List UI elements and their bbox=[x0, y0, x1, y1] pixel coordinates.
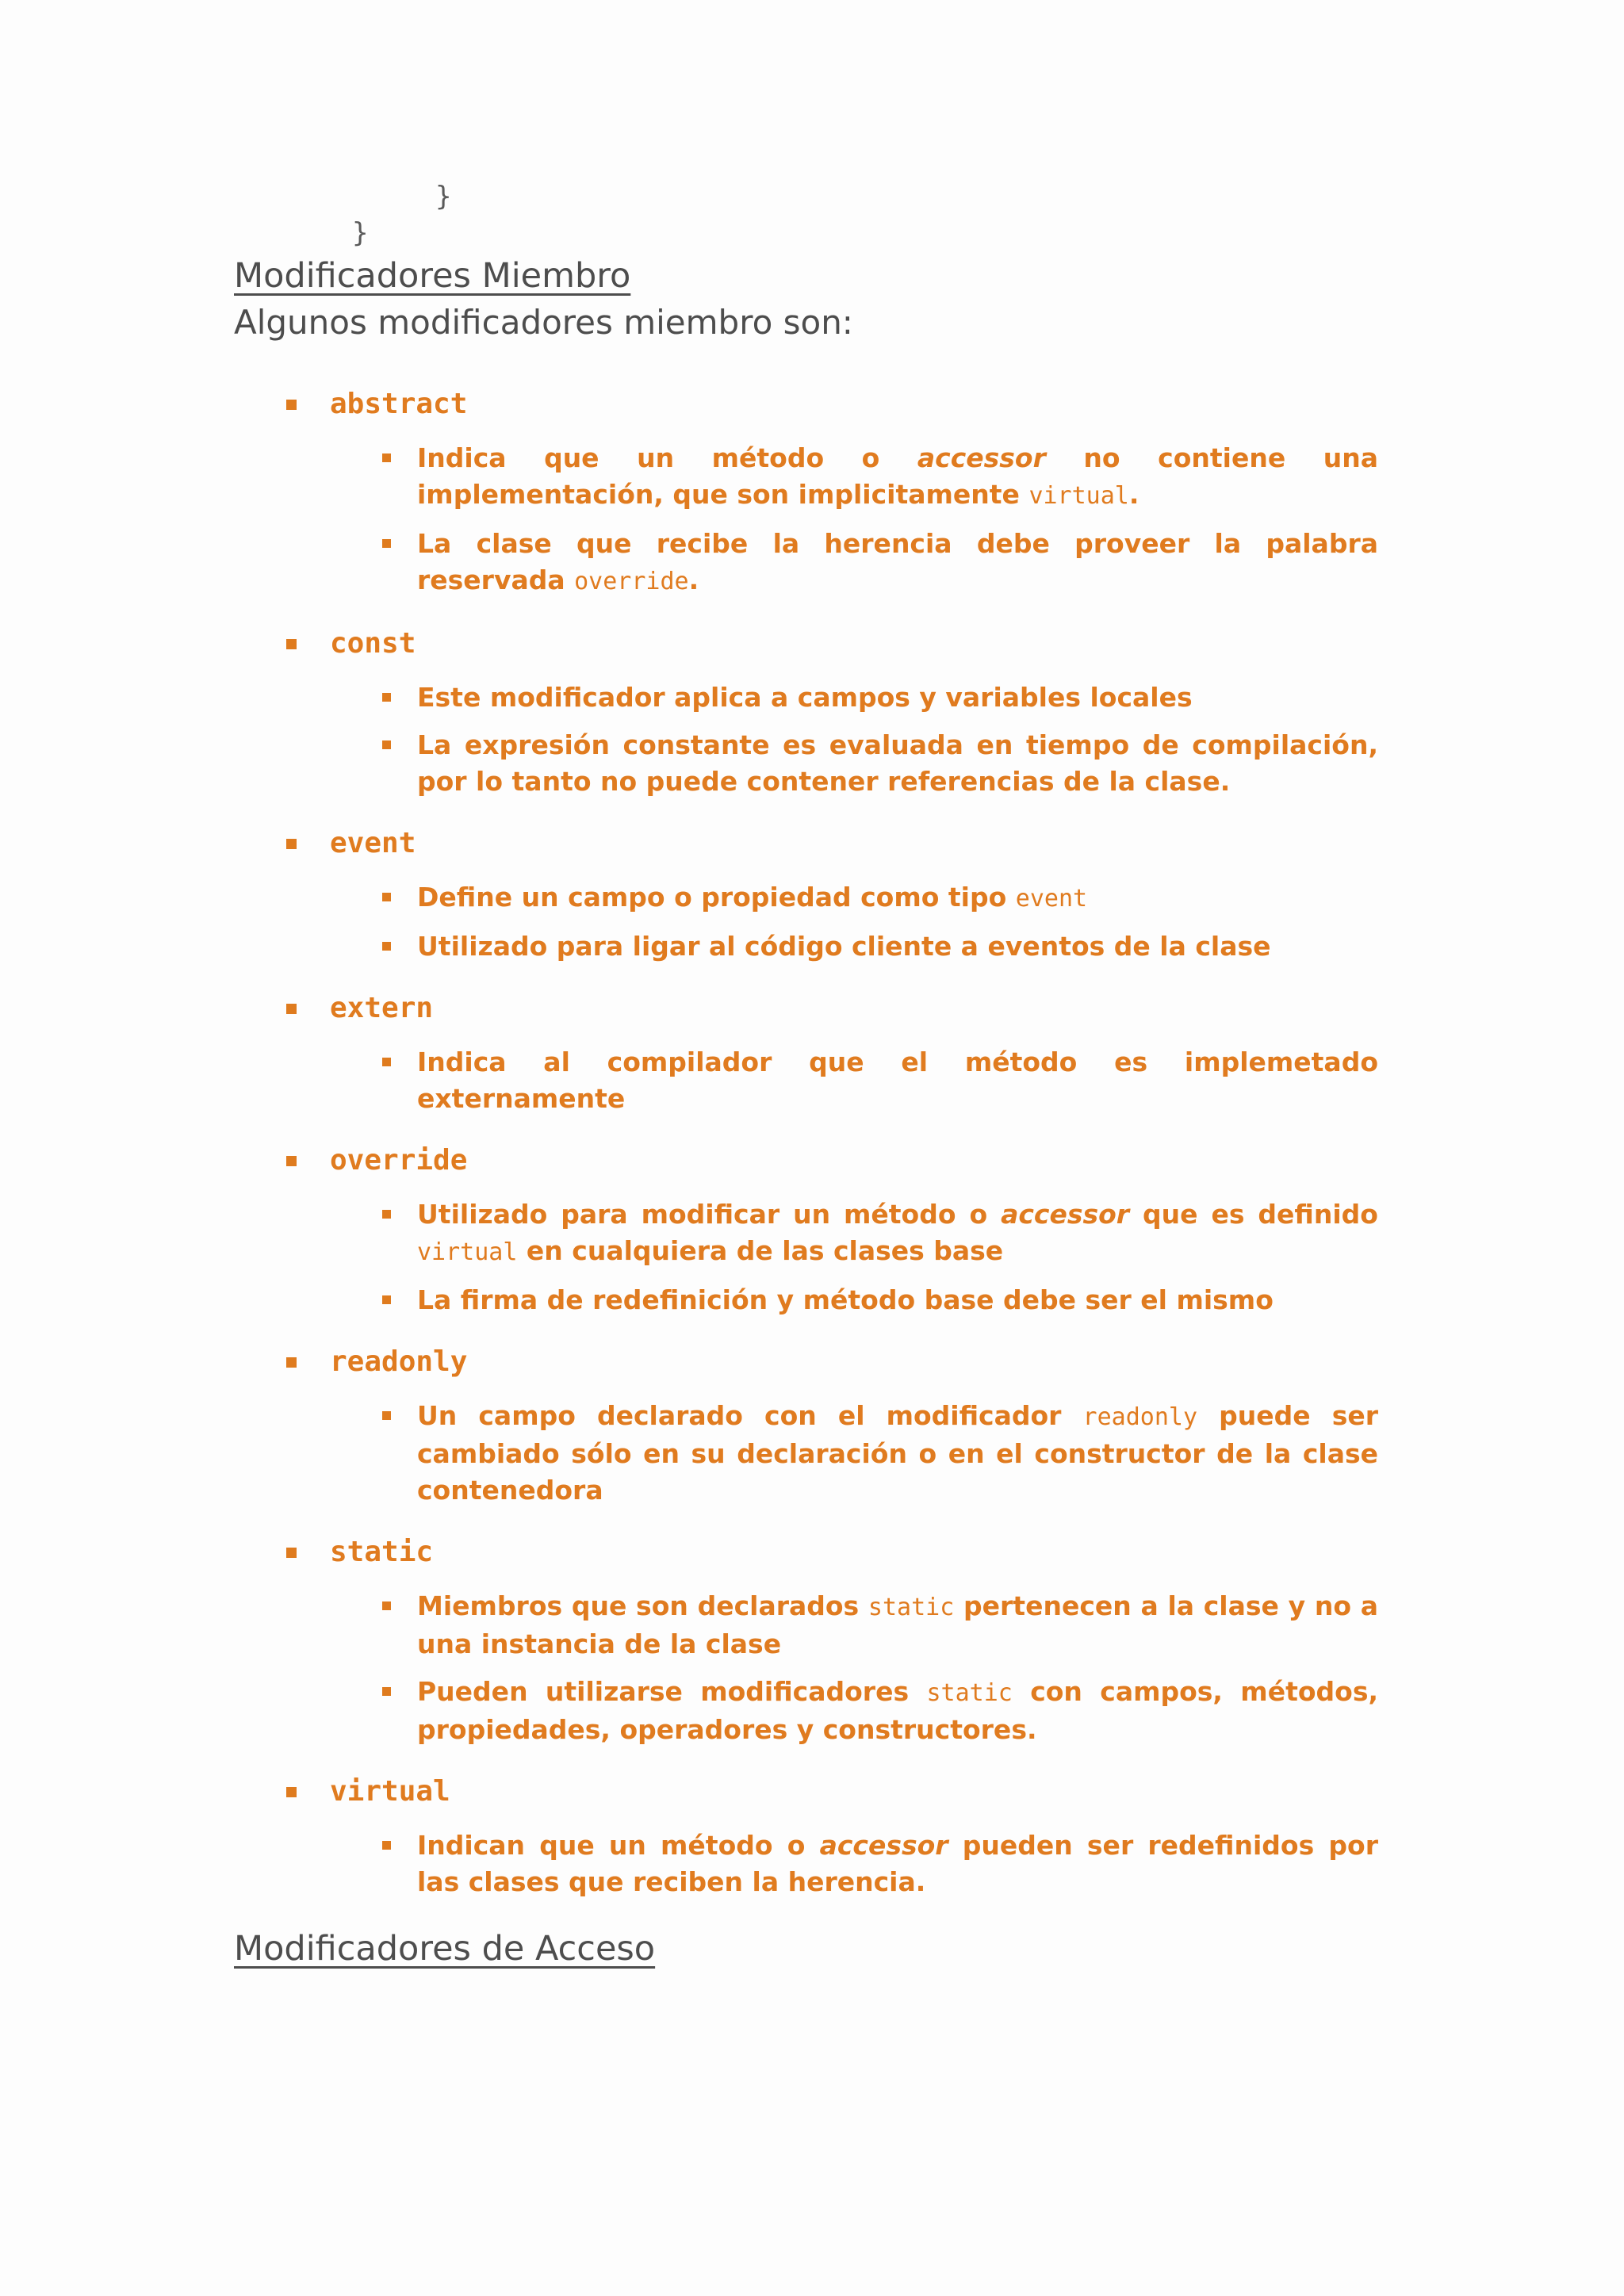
bullet-square-icon bbox=[286, 839, 297, 849]
bullet-square-icon bbox=[286, 1004, 297, 1014]
sub-bullet-item bbox=[382, 928, 1380, 965]
sub-bullet-item bbox=[382, 440, 1380, 515]
bullet-text bbox=[417, 928, 1378, 965]
text-run: La expresión constante es evaluada en tiempo de compilación, por lo tanto no puede contener referencias de la clase. bbox=[417, 729, 1378, 797]
text-run: accessor bbox=[819, 1830, 948, 1861]
modifier-section-abstract bbox=[234, 388, 1380, 600]
text-run: . bbox=[1128, 479, 1139, 510]
bullet-square-icon bbox=[382, 1601, 391, 1610]
text-run: accessor bbox=[917, 442, 1046, 473]
bullet-square-icon bbox=[382, 1411, 391, 1420]
text-run: La clase que recibe la herencia debe proveer la palabra reservada bbox=[417, 528, 1378, 595]
sub-bullet-item bbox=[382, 526, 1380, 600]
text-run: que es definido bbox=[1129, 1199, 1378, 1230]
bullet-square-icon bbox=[382, 1295, 391, 1304]
bullet-square-icon bbox=[382, 893, 391, 901]
code-closing-brace-inner: } bbox=[435, 181, 452, 212]
text-run: static bbox=[926, 1679, 1013, 1707]
sub-bullet-item bbox=[382, 879, 1380, 917]
keyword-row-static bbox=[286, 1536, 1380, 1569]
keyword-label: event bbox=[330, 827, 416, 859]
text-run: Utilizado para modificar un método o bbox=[417, 1199, 1002, 1230]
keyword-label: abstract bbox=[330, 388, 468, 420]
modifier-section-const bbox=[234, 627, 1380, 800]
bullet-text bbox=[417, 879, 1378, 917]
keyword-row-virtual bbox=[286, 1775, 1380, 1808]
text-run: readonly bbox=[1082, 1403, 1198, 1431]
keyword-row-const bbox=[286, 627, 1380, 660]
code-closing-brace-outer: } bbox=[352, 217, 369, 249]
bullet-text bbox=[417, 1588, 1378, 1663]
sub-bullet-item bbox=[382, 727, 1380, 800]
bullet-square-icon bbox=[382, 1058, 391, 1066]
bullet-square-icon bbox=[382, 740, 391, 749]
bullet-square-icon bbox=[382, 1210, 391, 1219]
bullet-square-icon bbox=[286, 639, 297, 649]
text-run: Indica al compilador que el método es implemetado externamente bbox=[417, 1047, 1378, 1114]
modifier-section-virtual bbox=[234, 1775, 1380, 1900]
bullet-square-icon bbox=[382, 539, 391, 548]
bullet-square-icon bbox=[382, 1841, 391, 1850]
sub-bullet-item bbox=[382, 1282, 1380, 1318]
text-run: accessor bbox=[1001, 1199, 1130, 1230]
keyword-label: override bbox=[330, 1144, 468, 1177]
bullet-square-icon bbox=[286, 1548, 297, 1558]
text-run: Indican que un método o bbox=[417, 1830, 820, 1861]
sub-bullet-item bbox=[382, 1674, 1380, 1748]
bullet-text bbox=[417, 727, 1378, 800]
bullet-text bbox=[417, 526, 1378, 600]
keyword-label: static bbox=[330, 1536, 434, 1568]
bullet-square-icon bbox=[382, 942, 391, 951]
text-run: virtual bbox=[417, 1238, 518, 1266]
keyword-label: extern bbox=[330, 992, 434, 1024]
text-run: Define un campo o propiedad como tipo bbox=[417, 882, 1016, 913]
bullet-square-icon bbox=[382, 693, 391, 702]
text-run: Miembros que son declarados bbox=[417, 1590, 868, 1621]
bullet-text bbox=[417, 1282, 1378, 1318]
keyword-row-abstract bbox=[286, 388, 1380, 421]
text-run: Indica que un método o bbox=[417, 442, 917, 473]
sub-bullet-item bbox=[382, 1588, 1380, 1663]
text-run: con campos, métodos, propiedades, operadores y constructores. bbox=[417, 1676, 1378, 1745]
sub-bullet-item bbox=[382, 1196, 1380, 1271]
keyword-label: const bbox=[330, 627, 416, 660]
bullet-text bbox=[417, 1196, 1378, 1271]
sub-bullet-item bbox=[382, 1398, 1380, 1509]
bullet-text bbox=[417, 1044, 1378, 1117]
bullet-text bbox=[417, 1674, 1378, 1748]
bullet-text bbox=[417, 1398, 1378, 1509]
bullet-text bbox=[417, 440, 1378, 515]
bullet-text bbox=[417, 679, 1378, 716]
keyword-label: virtual bbox=[330, 1775, 450, 1808]
document-body bbox=[234, 256, 1380, 1969]
heading-modificadores-miembro: Modificadores Miembro bbox=[234, 256, 631, 296]
keyword-row-override bbox=[286, 1144, 1380, 1177]
text-run: override bbox=[574, 568, 689, 595]
text-run: puede ser cambiado sólo en su declaración o en el constructor de la clase contenedora bbox=[417, 1400, 1378, 1506]
sub-bullet-item bbox=[382, 1044, 1380, 1117]
keyword-row-event bbox=[286, 827, 1380, 860]
sub-bullet-item bbox=[382, 679, 1380, 716]
text-run: Este modificador aplica a campos y variables locales bbox=[417, 682, 1193, 713]
bullet-square-icon bbox=[382, 453, 391, 462]
bullet-square-icon bbox=[286, 1156, 297, 1166]
keyword-row-readonly bbox=[286, 1345, 1380, 1379]
text-run: Utilizado para ligar al código cliente a eventos de la clase bbox=[417, 931, 1271, 962]
bullet-square-icon bbox=[286, 1357, 297, 1368]
sub-bullet-item bbox=[382, 1827, 1380, 1900]
text-run: Un campo declarado con el modificador bbox=[417, 1400, 1083, 1431]
text-run: virtual bbox=[1028, 482, 1129, 510]
heading-modificadores-de-acceso: Modificadores de Acceso bbox=[234, 1929, 656, 1969]
text-run: . bbox=[688, 564, 699, 595]
intro-paragraph: Algunos modificadores miembro son: bbox=[234, 303, 853, 342]
text-run: static bbox=[868, 1594, 955, 1621]
text-run: pertenecen a la clase y no a una instancia de la clase bbox=[417, 1590, 1379, 1659]
text-run: La firma de redefinición y método base debe ser el mismo bbox=[417, 1284, 1274, 1315]
keyword-label: readonly bbox=[330, 1345, 468, 1378]
text-run: event bbox=[1015, 885, 1088, 913]
modifier-section-event bbox=[234, 827, 1380, 965]
modifier-section-override bbox=[234, 1144, 1380, 1318]
modifier-section-static bbox=[234, 1536, 1380, 1748]
bullet-square-icon bbox=[286, 1787, 297, 1797]
text-run: en cualquiera de las clases base bbox=[517, 1235, 1004, 1266]
modifier-section-readonly bbox=[234, 1345, 1380, 1509]
keyword-row-extern bbox=[286, 992, 1380, 1025]
bullet-text bbox=[417, 1827, 1378, 1900]
text-run: pueden ser redefinidos por las clases que reciben la herencia. bbox=[417, 1830, 1378, 1897]
bullet-square-icon bbox=[286, 400, 297, 410]
bullet-square-icon bbox=[382, 1687, 391, 1696]
text-run: Pueden utilizarse modificadores bbox=[417, 1676, 927, 1707]
modifier-sections-list bbox=[234, 388, 1380, 1900]
modifier-section-extern bbox=[234, 992, 1380, 1117]
text-run: no contiene una implementación, que son implicitamente bbox=[417, 442, 1378, 510]
